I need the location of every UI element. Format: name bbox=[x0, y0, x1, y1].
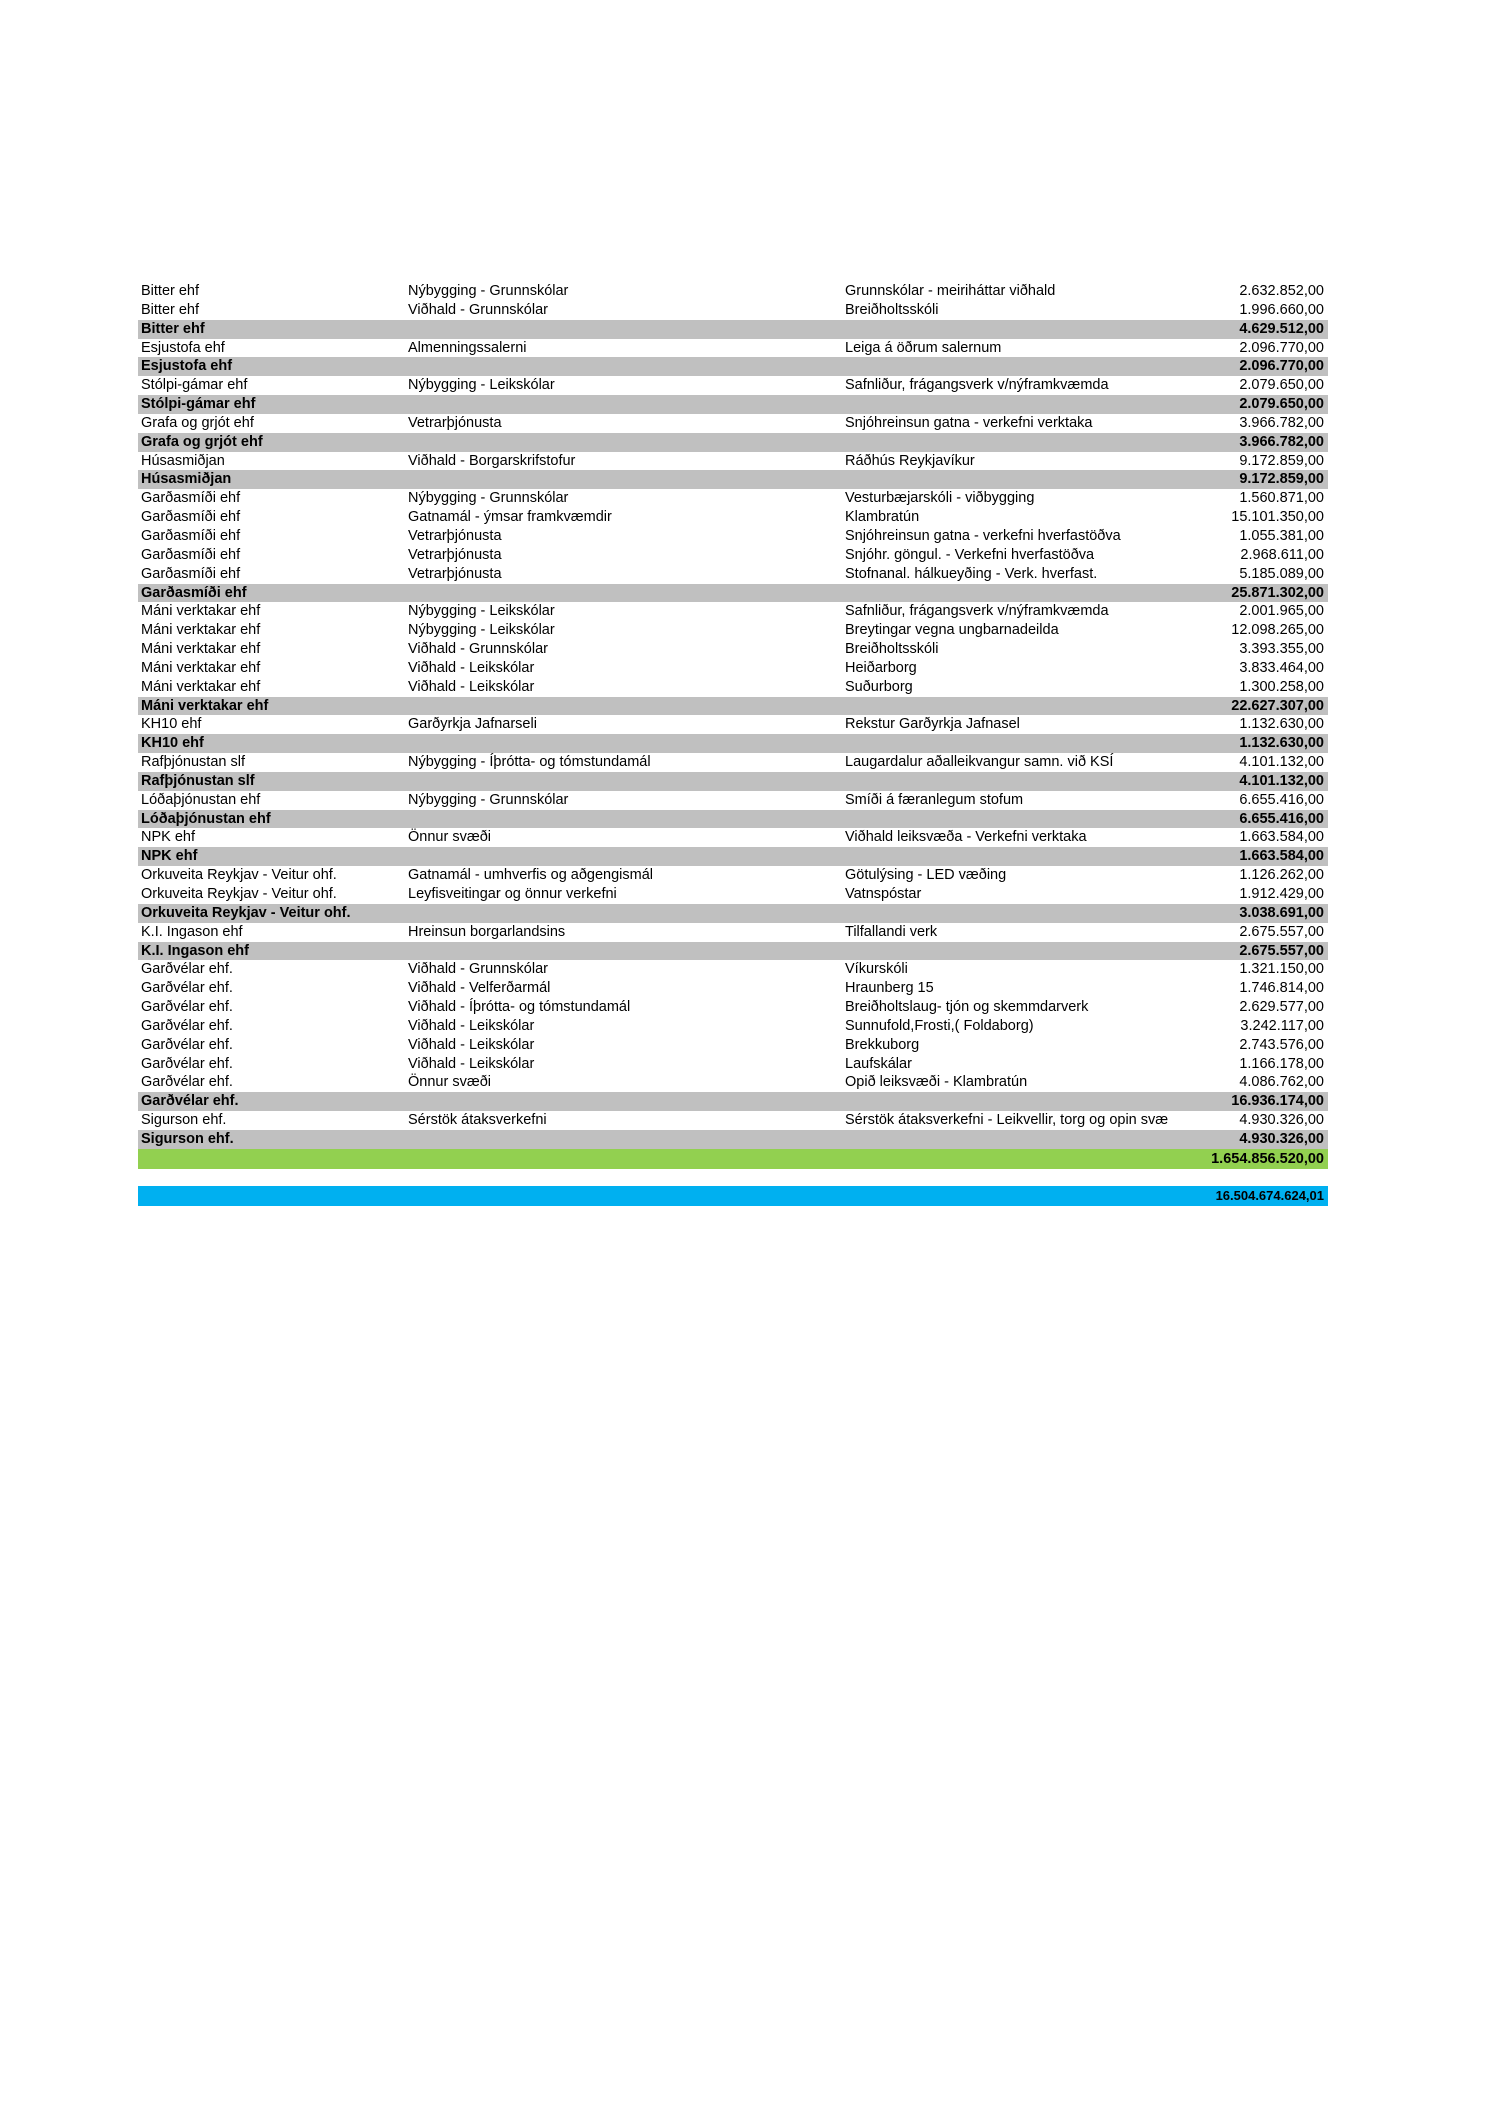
category-cell: Almenningssalerni bbox=[408, 339, 527, 356]
vendor-cell: Orkuveita Reykjav - Veitur ohf. bbox=[141, 867, 337, 884]
vendor-cell: Máni verktakar ehf bbox=[141, 641, 261, 658]
project-cell: Leiga á öðrum salernum bbox=[845, 339, 1002, 356]
vendor-cell: KH10 ehf bbox=[141, 716, 202, 733]
subtotal-row bbox=[138, 1130, 1328, 1149]
vendor-cell: Bitter ehf bbox=[141, 301, 200, 318]
table-row bbox=[138, 791, 1328, 810]
category-cell: Viðhald - Leikskólar bbox=[408, 659, 535, 676]
project-cell: Safnliður, frágangsverk v/nýframkvæmda bbox=[845, 377, 1109, 394]
category-cell bbox=[405, 734, 842, 753]
vendor-cell: Rafþjónustan slf bbox=[141, 772, 255, 789]
table-row bbox=[138, 1073, 1328, 1092]
amount-cell: 4.086.762,00 bbox=[1239, 1074, 1324, 1091]
subtotal-row bbox=[138, 320, 1328, 339]
amount-cell: 3.242.117,00 bbox=[1240, 1017, 1324, 1034]
vendor-cell: Garðvélar ehf. bbox=[141, 961, 233, 978]
amount-cell: 22.627.307,00 bbox=[1231, 697, 1324, 714]
subtotal-row bbox=[138, 904, 1328, 923]
amount-cell: 1.663.584,00 bbox=[1239, 829, 1324, 846]
table-row bbox=[138, 565, 1328, 584]
project-cell bbox=[842, 1130, 1188, 1149]
category-cell bbox=[405, 847, 842, 866]
amount-cell: 1.560.871,00 bbox=[1239, 490, 1324, 507]
project-cell bbox=[842, 584, 1188, 603]
amount-cell: 3.966.782,00 bbox=[1239, 414, 1324, 431]
category-cell: Nýbygging - Grunnskólar bbox=[408, 791, 569, 808]
vendor-cell: Orkuveita Reykjav - Veitur ohf. bbox=[141, 886, 337, 902]
vendor-cell: NPK ehf bbox=[141, 848, 198, 865]
vendor-cell: Máni verktakar ehf bbox=[141, 678, 261, 695]
project-cell: Heiðarborg bbox=[845, 659, 917, 676]
project-cell: Smíði á færanlegum stofum bbox=[845, 791, 1024, 808]
vendor-cell: Lóðaþjónustan ehf bbox=[141, 810, 271, 827]
vendor-cell: Máni verktakar ehf bbox=[141, 603, 261, 620]
project-cell: Klambratún bbox=[845, 509, 920, 526]
vendor-cell: Lóðaþjónustan ehf bbox=[141, 791, 261, 808]
category-cell: Viðhald - Leikskólar bbox=[408, 1036, 535, 1053]
project-cell bbox=[842, 772, 1188, 791]
category-cell bbox=[405, 320, 842, 339]
project-cell: Grunnskólar - meiriháttar viðhald bbox=[845, 283, 1056, 299]
table-row bbox=[138, 339, 1328, 358]
amount-cell: 1.166.178,00 bbox=[1239, 1055, 1324, 1072]
amount-cell: 16.936.174,00 bbox=[1231, 1093, 1324, 1110]
table-body bbox=[138, 282, 1328, 1149]
subtotal-row bbox=[138, 810, 1328, 829]
table-row bbox=[138, 960, 1328, 979]
vendor-cell: K.I. Ingason ehf bbox=[141, 923, 243, 940]
vendor-cell: Sigurson ehf. bbox=[141, 1112, 227, 1129]
category-cell bbox=[405, 433, 842, 452]
subtotal-row bbox=[138, 942, 1328, 961]
category-cell: Viðhald - Grunnskólar bbox=[408, 641, 548, 658]
subtotal-row bbox=[138, 470, 1328, 489]
table-row bbox=[138, 866, 1328, 885]
amount-cell: 25.871.302,00 bbox=[1231, 584, 1324, 601]
table-row bbox=[138, 1017, 1328, 1036]
vendor-cell: Garðasmíði ehf bbox=[141, 584, 247, 601]
category-cell: Nýbygging - Leikskólar bbox=[408, 603, 555, 620]
category-cell bbox=[405, 904, 842, 923]
table-row bbox=[138, 678, 1328, 697]
grand-total-row bbox=[138, 1149, 1328, 1169]
vendor-cell: NPK ehf bbox=[141, 829, 195, 846]
amount-cell: 1.996.660,00 bbox=[1239, 301, 1324, 318]
amount-cell: 2.079.650,00 bbox=[1239, 377, 1324, 394]
amount-cell: 2.096.770,00 bbox=[1239, 358, 1324, 375]
amount-cell: 3.038.691,00 bbox=[1239, 904, 1324, 921]
amount-cell: 1.746.814,00 bbox=[1239, 980, 1324, 997]
amount-cell: 3.393.355,00 bbox=[1239, 641, 1324, 658]
amount-cell: 6.655.416,00 bbox=[1239, 810, 1324, 827]
category-cell: Viðhald - Grunnskólar bbox=[408, 961, 548, 978]
category-cell: Nýbygging - Íþrótta- og tómstundamál bbox=[408, 754, 651, 771]
vendor-cell: Esjustofa ehf bbox=[141, 358, 233, 375]
amount-cell: 15.101.350,00 bbox=[1231, 509, 1324, 526]
project-cell: Laufskálar bbox=[845, 1055, 912, 1072]
amount-cell: 1.055.381,00 bbox=[1239, 527, 1324, 544]
category-cell bbox=[405, 395, 842, 414]
vendor-cell: Garðvélar ehf. bbox=[141, 1017, 233, 1034]
spacer bbox=[138, 1169, 1328, 1186]
table-row bbox=[138, 376, 1328, 395]
amount-cell: 2.968.611,00 bbox=[1240, 546, 1324, 563]
vendor-cell: K.I. Ingason ehf bbox=[141, 942, 249, 959]
amount-cell: 2.001.965,00 bbox=[1239, 603, 1324, 620]
category-cell: Sérstök átaksverkefni bbox=[408, 1112, 547, 1129]
vendor-cell: Bitter ehf bbox=[141, 320, 205, 337]
project-cell bbox=[842, 810, 1188, 829]
project-cell: Ráðhús Reykjavíkur bbox=[845, 452, 975, 469]
category-cell bbox=[405, 1130, 842, 1149]
category-cell bbox=[405, 942, 842, 961]
vendor-cell: KH10 ehf bbox=[141, 735, 204, 752]
category-cell: Viðhald - Leikskólar bbox=[408, 678, 535, 695]
amount-cell: 1.912.429,00 bbox=[1239, 886, 1324, 902]
amount-cell: 4.930.326,00 bbox=[1239, 1112, 1324, 1129]
vendor-cell: Máni verktakar ehf bbox=[141, 622, 261, 639]
vendor-cell: Grafa og grjót ehf bbox=[141, 414, 254, 431]
table-row bbox=[138, 621, 1328, 640]
project-cell: Tilfallandi verk bbox=[845, 923, 938, 940]
amount-cell: 2.632.852,00 bbox=[1239, 283, 1324, 299]
vendor-cell: Garðvélar ehf. bbox=[141, 1036, 233, 1053]
vendor-cell: Garðasmíði ehf bbox=[141, 546, 241, 563]
category-cell: Nýbygging - Leikskólar bbox=[408, 622, 555, 639]
amount-cell: 1.126.262,00 bbox=[1239, 867, 1324, 884]
category-cell bbox=[405, 697, 842, 716]
amount-cell: 2.675.557,00 bbox=[1239, 923, 1324, 940]
category-cell: Vetrarþjónusta bbox=[408, 527, 502, 544]
amount-cell: 2.079.650,00 bbox=[1239, 396, 1324, 413]
subtotal-row bbox=[138, 584, 1328, 603]
amount-cell: 2.675.557,00 bbox=[1239, 942, 1324, 959]
category-cell: Viðhald - Borgarskrifstofur bbox=[408, 452, 576, 469]
category-cell: Viðhald - Velferðarmál bbox=[408, 980, 551, 997]
amount-cell: 2.629.577,00 bbox=[1239, 999, 1324, 1016]
amount-cell: 4.101.132,00 bbox=[1239, 754, 1324, 771]
project-cell bbox=[842, 395, 1188, 414]
project-cell: Breiðholtsskóli bbox=[845, 301, 939, 318]
amount-cell: 9.172.859,00 bbox=[1239, 452, 1324, 469]
subtotal-row bbox=[138, 847, 1328, 866]
spreadsheet-table bbox=[138, 282, 1328, 1206]
project-cell: Safnliður, frágangsverk v/nýframkvæmda bbox=[845, 603, 1109, 620]
amount-cell: 6.655.416,00 bbox=[1239, 791, 1324, 808]
table-row bbox=[138, 1055, 1328, 1074]
vendor-cell: Garðasmíði ehf bbox=[141, 490, 241, 507]
project-cell bbox=[842, 320, 1188, 339]
project-cell: Vatnspóstar bbox=[845, 886, 922, 902]
project-cell: Rekstur Garðyrkja Jafnasel bbox=[845, 716, 1020, 733]
subtotal-row bbox=[138, 734, 1328, 753]
vendor-cell: Garðvélar ehf. bbox=[141, 999, 233, 1016]
table-row bbox=[138, 489, 1328, 508]
project-cell: Laugardalur aðalleikvangur samn. við KSÍ bbox=[845, 754, 1114, 771]
grand-total-amount: 1.654.856.520,00 bbox=[1211, 1150, 1324, 1167]
category-cell: Gatnamál - ýmsar framkvæmdir bbox=[408, 509, 612, 526]
vendor-cell: Húsasmiðjan bbox=[141, 471, 232, 488]
overall-total-row bbox=[138, 1186, 1328, 1206]
category-cell: Nýbygging - Grunnskólar bbox=[408, 283, 569, 299]
amount-cell: 4.930.326,00 bbox=[1239, 1130, 1324, 1147]
amount-cell: 1.300.258,00 bbox=[1239, 678, 1324, 695]
table-row bbox=[138, 828, 1328, 847]
category-cell: Viðhald - Leikskólar bbox=[408, 1017, 535, 1034]
project-cell: Breiðholtsskóli bbox=[845, 641, 939, 658]
table-row bbox=[138, 885, 1328, 904]
amount-cell: 5.185.089,00 bbox=[1239, 565, 1324, 582]
vendor-cell: Sigurson ehf. bbox=[141, 1130, 234, 1147]
category-cell: Nýbygging - Leikskólar bbox=[408, 377, 555, 394]
project-cell bbox=[842, 470, 1188, 489]
project-cell: Suðurborg bbox=[845, 678, 913, 695]
project-cell: Brekkuborg bbox=[845, 1036, 920, 1053]
overall-total-amount: 16.504.674.624,01 bbox=[1215, 1187, 1324, 1203]
project-cell bbox=[842, 697, 1188, 716]
category-cell bbox=[405, 772, 842, 791]
vendor-cell: Garðvélar ehf. bbox=[141, 1074, 233, 1091]
vendor-cell: Garðasmíði ehf bbox=[141, 565, 241, 582]
vendor-cell: Máni verktakar ehf bbox=[141, 659, 261, 676]
category-cell bbox=[405, 810, 842, 829]
vendor-cell: Esjustofa ehf bbox=[141, 339, 225, 356]
subtotal-row bbox=[138, 433, 1328, 452]
table-row bbox=[138, 659, 1328, 678]
project-cell: Viðhald leiksvæða - Verkefni verktaka bbox=[845, 829, 1087, 846]
project-cell bbox=[842, 1092, 1188, 1111]
category-cell: Garðyrkja Jafnarseli bbox=[408, 716, 537, 733]
amount-cell: 3.833.464,00 bbox=[1239, 659, 1324, 676]
subtotal-row bbox=[138, 772, 1328, 791]
category-cell: Leyfisveitingar og önnur verkefni bbox=[408, 886, 617, 902]
table-row bbox=[138, 998, 1328, 1017]
vendor-cell: Garðvélar ehf. bbox=[141, 980, 233, 997]
category-cell bbox=[405, 584, 842, 603]
project-cell bbox=[842, 433, 1188, 452]
project-cell: Víkurskóli bbox=[845, 961, 908, 978]
table-row bbox=[138, 508, 1328, 527]
amount-cell: 1.132.630,00 bbox=[1239, 716, 1324, 733]
vendor-cell: Bitter ehf bbox=[141, 283, 200, 299]
vendor-cell: Grafa og grjót ehf bbox=[141, 433, 263, 450]
table-row bbox=[138, 301, 1328, 320]
table-row bbox=[138, 715, 1328, 734]
subtotal-row bbox=[138, 357, 1328, 376]
project-cell: Opið leiksvæði - Klambratún bbox=[845, 1074, 1028, 1091]
project-cell: Snjóhreinsun gatna - verkefni verktaka bbox=[845, 414, 1093, 431]
category-cell: Önnur svæði bbox=[408, 1074, 492, 1091]
project-cell: Sunnufold,Frosti,( Foldaborg) bbox=[845, 1017, 1034, 1034]
category-cell: Viðhald - Íþrótta- og tómstundamál bbox=[408, 999, 631, 1016]
amount-cell: 9.172.859,00 bbox=[1239, 471, 1324, 488]
table-row bbox=[138, 414, 1328, 433]
project-cell: Götulýsing - LED væðing bbox=[845, 867, 1007, 884]
table-row bbox=[138, 923, 1328, 942]
project-cell bbox=[842, 904, 1188, 923]
project-cell: Vesturbæjarskóli - viðbygging bbox=[845, 490, 1035, 507]
vendor-cell: Garðasmíði ehf bbox=[141, 527, 241, 544]
amount-cell: 12.098.265,00 bbox=[1231, 622, 1324, 639]
subtotal-row bbox=[138, 1092, 1328, 1111]
category-cell: Hreinsun borgarlandsins bbox=[408, 923, 566, 940]
category-cell: Gatnamál - umhverfis og aðgengismál bbox=[408, 867, 654, 884]
category-cell bbox=[405, 1092, 842, 1111]
category-cell: Önnur svæði bbox=[408, 829, 492, 846]
vendor-cell: Rafþjónustan slf bbox=[141, 754, 245, 771]
amount-cell: 1.132.630,00 bbox=[1239, 735, 1324, 752]
category-cell: Nýbygging - Grunnskólar bbox=[408, 490, 569, 507]
vendor-cell: Húsasmiðjan bbox=[141, 452, 225, 469]
vendor-cell: Garðvélar ehf. bbox=[141, 1093, 239, 1110]
vendor-cell: Garðasmíði ehf bbox=[141, 509, 241, 526]
project-cell: Snjóhreinsun gatna - verkefni hverfastöðva bbox=[845, 527, 1121, 544]
project-cell: Snjóhr. göngul. - Verkefni hverfastöðva bbox=[845, 546, 1095, 563]
vendor-cell: Garðvélar ehf. bbox=[141, 1055, 233, 1072]
category-cell: Vetrarþjónusta bbox=[408, 546, 502, 563]
table-row bbox=[138, 1111, 1328, 1130]
amount-cell: 3.966.782,00 bbox=[1239, 433, 1324, 450]
project-cell: Breytingar vegna ungbarnadeilda bbox=[845, 622, 1059, 639]
category-cell: Viðhald - Grunnskólar bbox=[408, 301, 548, 318]
table-row bbox=[138, 602, 1328, 621]
project-cell: Breiðholtslaug- tjón og skemmdarverk bbox=[845, 999, 1089, 1016]
project-cell: Stofnanal. hálkueyðing - Verk. hverfast. bbox=[845, 565, 1098, 582]
project-cell: Hraunberg 15 bbox=[845, 980, 934, 997]
category-cell bbox=[405, 470, 842, 489]
project-cell: Sérstök átaksverkefni - Leikvellir, torg og opin svæ bbox=[845, 1112, 1169, 1129]
vendor-cell: Orkuveita Reykjav - Veitur ohf. bbox=[141, 904, 351, 921]
amount-cell: 4.629.512,00 bbox=[1239, 320, 1324, 337]
amount-cell: 4.101.132,00 bbox=[1239, 772, 1324, 789]
table-row bbox=[138, 1036, 1328, 1055]
table-row bbox=[138, 546, 1328, 565]
amount-cell: 1.663.584,00 bbox=[1239, 848, 1324, 865]
project-cell bbox=[842, 942, 1188, 961]
project-cell bbox=[842, 734, 1188, 753]
category-cell: Vetrarþjónusta bbox=[408, 414, 502, 431]
vendor-cell: Stólpi-gámar ehf bbox=[141, 396, 256, 413]
table-row bbox=[138, 640, 1328, 659]
category-cell: Viðhald - Leikskólar bbox=[408, 1055, 535, 1072]
project-cell bbox=[842, 847, 1188, 866]
table-row bbox=[138, 753, 1328, 772]
amount-cell: 1.321.150,00 bbox=[1239, 961, 1324, 978]
table-row bbox=[138, 527, 1328, 546]
project-cell bbox=[842, 357, 1188, 376]
table-row bbox=[138, 979, 1328, 998]
table-row bbox=[138, 452, 1328, 471]
amount-cell: 2.743.576,00 bbox=[1239, 1036, 1324, 1053]
amount-cell: 2.096.770,00 bbox=[1239, 339, 1324, 356]
category-cell bbox=[405, 357, 842, 376]
subtotal-row bbox=[138, 395, 1328, 414]
vendor-cell: Máni verktakar ehf bbox=[141, 697, 269, 714]
subtotal-row bbox=[138, 697, 1328, 716]
vendor-cell: Stólpi-gámar ehf bbox=[141, 377, 248, 394]
category-cell: Vetrarþjónusta bbox=[408, 565, 502, 582]
table-row bbox=[138, 282, 1328, 301]
